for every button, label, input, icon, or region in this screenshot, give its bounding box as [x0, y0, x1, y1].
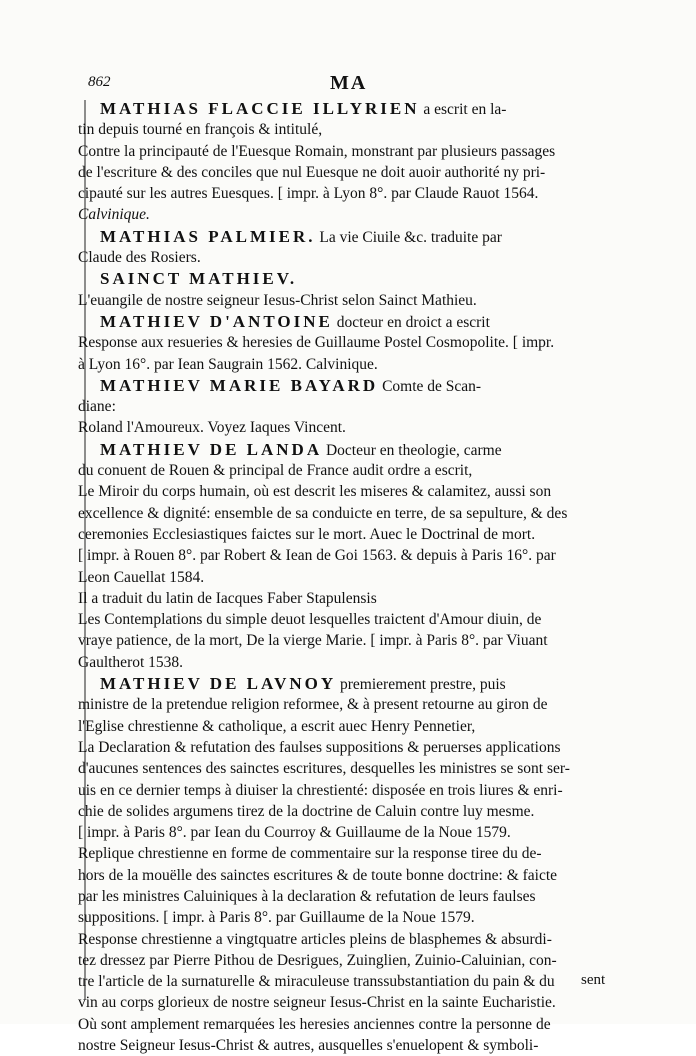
text-line [78, 865, 618, 886]
line-text: Leon Cauellat 1584. [78, 568, 205, 586]
line-text: suppositions. [ impr. à Paris 8°. par Guillaume de la Noue 1579. [78, 909, 475, 927]
line-text: Contre la principauté de l'Euesque Romain, monstrant par plusieurs passages [78, 142, 556, 160]
text-line [78, 843, 618, 864]
text-line [78, 780, 618, 801]
line-text: cipauté sur les autres Euesques. [ impr. à Lyon 8°. par Claude Rauot 1564. [78, 185, 539, 203]
author-name: MATHIEV DE LAVNOY [100, 674, 337, 694]
line-text: diane: [78, 398, 116, 416]
text-line [78, 801, 618, 822]
text-line [78, 1035, 618, 1056]
text-line [78, 481, 618, 502]
text-line [78, 460, 618, 481]
line-text: ministre de la pretendue religion reformee, & à present retourne au giron de [78, 696, 548, 714]
line-text: l'Eglise chrestienne & catholique, a escrit auec Henry Pennetier, [78, 717, 476, 735]
entry-heading-line [78, 226, 618, 247]
line-text: nostre Seigneur Iesus-Christ & autres, ausquelles s'enuelopent & symboli- [78, 1037, 539, 1055]
text-line [78, 822, 618, 843]
line-text: par les ministres Caluiniques à la declaration & refutation de leurs faulses [78, 887, 536, 905]
line-text: hors de la mouëlle des sainctes escritures & de toute bonne doctrine: & faicte [78, 866, 558, 884]
text-line [78, 247, 618, 268]
line-text: Il a traduit du latin de Iacques Faber Stapulensis [78, 589, 377, 607]
line-text: de l'escriture & des conciles que nul Euesque ne doit auoir authorité ny pri- [78, 163, 546, 181]
text-line [78, 545, 618, 566]
line-text: vraye patience, de la mort, De la vierge Marie. [ impr. à Paris 8°. par Viuant [78, 632, 548, 650]
line-text: premierement prestre, puis [336, 676, 506, 694]
line-text: tin depuis tourné en françois & intitulé, [78, 121, 323, 139]
author-name: MATHIEV D'ANTOINE [100, 311, 333, 331]
text-line [78, 332, 618, 353]
text-line [78, 119, 618, 140]
text-line [78, 354, 618, 375]
line-text: Response aux resueries & heresies de Guillaume Postel Cosmopolite. [ impr. [78, 334, 555, 352]
entry-heading-line [78, 268, 618, 289]
line-text: vin au corps glorieux de nostre seigneur Iesus-Christ en la sainte Eucharistie. [78, 994, 556, 1012]
line-text: Claude des Rosiers. [78, 249, 201, 267]
line-text: Gaultherot 1538. [78, 653, 184, 671]
text-line [78, 290, 618, 311]
author-name: MATHIAS PALMIER. [100, 226, 316, 246]
text-line [78, 694, 618, 715]
text-line [78, 141, 618, 162]
page-number: 862 [88, 74, 111, 90]
line-text: chie de solides argumens tirez de la doctrine de Caluin contre luy mesme. [78, 802, 535, 820]
running-head: MA [330, 72, 368, 94]
text-line [78, 630, 618, 651]
line-text: [ impr. à Paris 8°. par Iean du Courroy & Guillaume de la Noue 1579. [78, 824, 511, 842]
entry-heading-line [78, 98, 618, 119]
line-text: [ impr. à Rouen 8°. par Robert & Iean de Goi 1563. & depuis à Paris 16°. par [78, 547, 556, 565]
text-line [78, 609, 618, 630]
text-line [78, 183, 618, 204]
text-line [78, 204, 618, 225]
line-text: a escrit en la- [419, 101, 507, 118]
text-line [78, 716, 618, 737]
entry-heading-line [78, 375, 618, 396]
text-block [78, 98, 618, 1056]
line-text: Le Miroir du corps humain, où est descrit les miseres & calamitez, aussi son [78, 483, 552, 501]
line-text: Replique chrestienne en forme de commentaire sur la response tiree du de- [78, 845, 542, 863]
line-text: Docteur en theologie, carme [322, 441, 502, 459]
line-text: du conuent de Rouen & principal de France audit ordre a escrit, [78, 462, 473, 480]
line-text: tez dressez par Pierre Pithou de Desrigues, Zuinglien, Zuinio-Caluinian, con- [78, 951, 557, 969]
text-line [78, 652, 618, 673]
text-line [78, 758, 618, 779]
line-text: ceremonies Ecclesiastiques faictes sur le mort. Auec le Doctrinal de mort. [78, 525, 536, 543]
text-line [78, 503, 618, 524]
line-text: Roland l'Amoureux. Voyez Iaques Vincent. [78, 419, 346, 437]
text-line [78, 950, 618, 971]
line-text: Response chrestienne a vingtquatre articles pleins de blasphemes & absurdi- [78, 930, 552, 948]
author-name: MATHIAS FLACCIE ILLYRIEN [100, 99, 420, 118]
line-text: Les Contemplations du simple deuot lesquelles traictent d'Amour diuin, de [78, 611, 542, 629]
text-line [78, 1014, 618, 1035]
line-text: Comte de Scan- [378, 377, 482, 395]
line-text: L'euangile de nostre seigneur Iesus-Christ selon Sainct Mathieu. [78, 291, 477, 309]
entry-heading-line [78, 311, 618, 332]
line-text: à Lyon 16°. par Iean Saugrain 1562. Calvinique. [78, 355, 378, 373]
author-name: MATHIEV MARIE BAYARD [100, 375, 379, 395]
text-line [78, 524, 618, 545]
author-name: MATHIEV DE LANDA [100, 439, 323, 459]
line-text: tre l'article de la surnaturelle & miraculeuse transsubstantiation du pain & du [78, 973, 555, 991]
text-line [78, 929, 618, 950]
text-line [78, 886, 618, 907]
text-line [78, 737, 618, 758]
text-line [78, 971, 618, 992]
text-line [78, 396, 618, 417]
text-line [78, 992, 618, 1013]
text-line [78, 417, 618, 438]
line-text: Où sont amplement remarquées les heresies anciennes contre la personne de [78, 1015, 551, 1033]
line-text: Calvinique. [78, 206, 150, 224]
text-line [78, 162, 618, 183]
text-line [78, 567, 618, 588]
catchword: sent [581, 972, 606, 988]
entry-heading-line [78, 439, 618, 460]
line-text: La Declaration & refutation des faulses suppositions & peruerses applications [78, 738, 561, 756]
line-text: excellence & dignité: ensemble de sa conduicte en terre, de sa sepulture, & des [78, 504, 568, 522]
text-line [78, 588, 618, 609]
line-text: docteur en droict a escrit [332, 313, 490, 331]
line-text: uis en ce dernier temps à diuiser la chrestienté: disposée en trois liures & enri- [78, 781, 563, 799]
line-text: La vie Ciuile &c. traduite par [315, 228, 502, 246]
line-text: d'aucunes sentences des sainctes escritures, desquelles les ministres se sont ser- [78, 760, 570, 778]
text-line [78, 907, 618, 928]
author-name: SAINCT MATHIEV. [100, 269, 298, 289]
page-header [0, 74, 696, 98]
entry-heading-line [78, 673, 618, 694]
